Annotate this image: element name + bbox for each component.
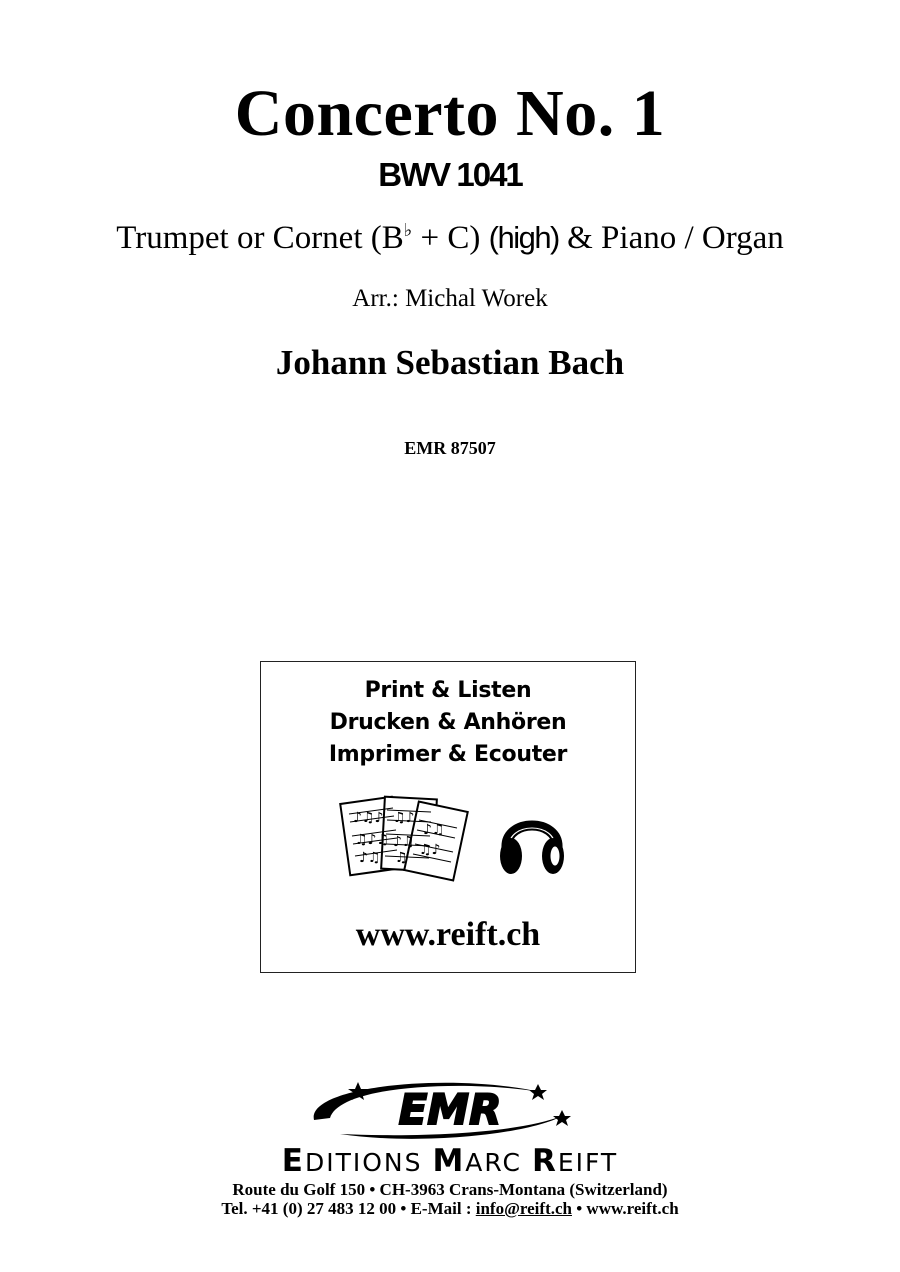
svg-text:♫: ♫ xyxy=(395,850,408,866)
sheet-music-icon xyxy=(339,792,469,884)
promo-line-german: Drucken & Anhören xyxy=(329,710,567,735)
instrumentation-pre: Trumpet or Cornet (B xyxy=(116,220,404,256)
instrumentation-mid: + C) xyxy=(412,220,489,256)
print-listen-box xyxy=(260,661,636,973)
flat-sign: ♭ xyxy=(403,220,413,240)
publisher-word-editions: DITIONS xyxy=(304,1148,433,1177)
emr-logo xyxy=(300,1076,600,1142)
svg-text:♪♫: ♪♫ xyxy=(423,822,445,838)
publisher-initial-e: E xyxy=(281,1143,305,1179)
page-title: Concerto No. 1 xyxy=(234,77,666,150)
promo-line-french: Imprimer & Ecouter xyxy=(328,742,568,767)
publisher-initial-r: R xyxy=(531,1143,558,1179)
edition-number: EMR 87507 xyxy=(404,438,496,458)
instrumentation-post: & Piano / Organ xyxy=(558,220,784,256)
catalog-number: BWV 1041 xyxy=(378,156,522,193)
svg-text:♫♪: ♫♪ xyxy=(393,810,415,826)
publisher-word-reift: EIFT xyxy=(557,1148,619,1177)
svg-text:♪♫: ♪♫ xyxy=(393,834,415,850)
svg-text:♪♫: ♪♫ xyxy=(359,850,381,866)
arranger: Arr.: Michal Worek xyxy=(352,285,548,312)
promo-line-english: Print & Listen xyxy=(364,678,532,703)
instrumentation xyxy=(0,220,900,257)
headphones-icon xyxy=(497,802,567,882)
publisher-tel: Tel. +41 (0) 27 483 12 00 • E-Mail : xyxy=(221,1199,476,1218)
svg-text:♪♫♪: ♪♫♪ xyxy=(353,810,384,826)
publisher-name xyxy=(0,1143,900,1179)
svg-text:♫♪♫: ♫♪♫ xyxy=(355,832,390,848)
instrumentation-high: (high) xyxy=(488,220,559,255)
publisher-word-marc: ARC xyxy=(465,1148,532,1177)
composer: Johann Sebastian Bach xyxy=(275,343,625,382)
publisher-initial-m: M xyxy=(432,1143,466,1179)
website-link[interactable]: www.reift.ch xyxy=(355,916,541,953)
publisher-contact xyxy=(0,1199,900,1219)
publisher-email-link[interactable]: info@reift.ch xyxy=(475,1199,572,1218)
publisher-website: • www.reift.ch xyxy=(571,1199,679,1218)
svg-text:♫♪: ♫♪ xyxy=(419,842,441,858)
logo-text: EMR xyxy=(398,1085,502,1134)
publisher-address: Route du Golf 150 • CH-3963 Crans-Montana (Switzerland) xyxy=(232,1180,668,1199)
